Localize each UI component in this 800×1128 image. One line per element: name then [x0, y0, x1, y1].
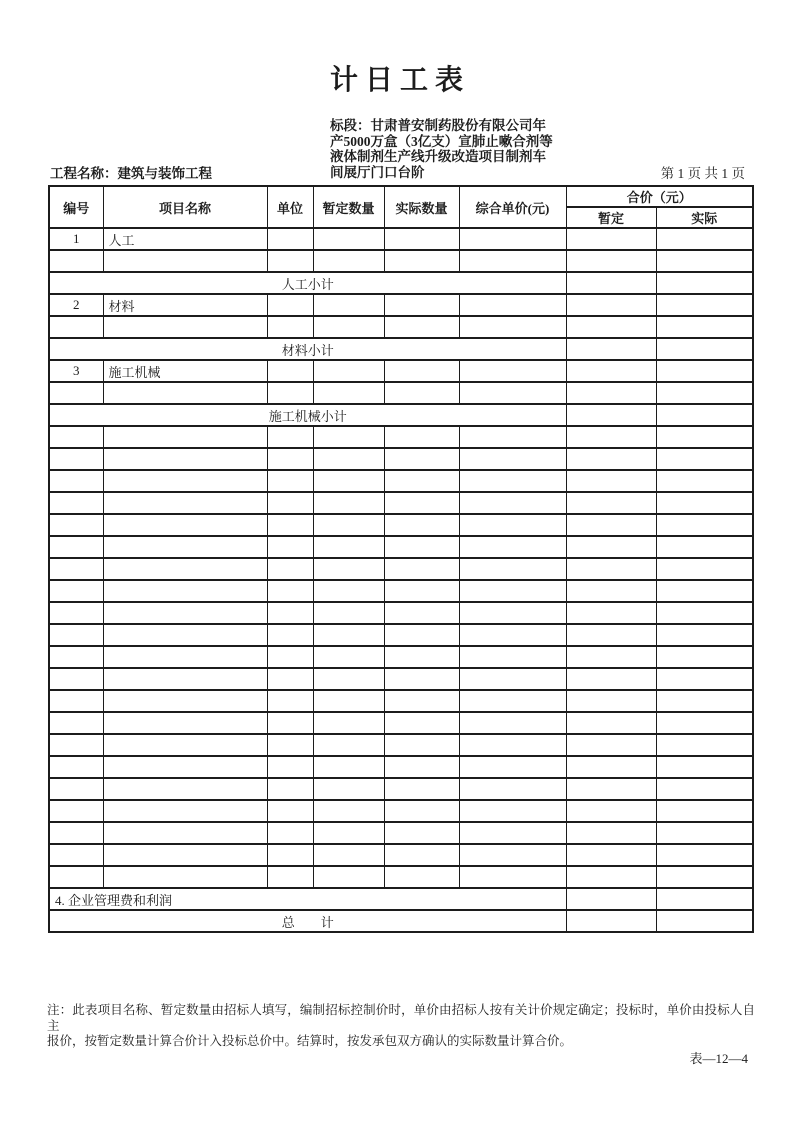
empty-row	[49, 800, 753, 822]
cell-total-actual	[656, 404, 753, 426]
cell-unit-price	[459, 712, 566, 734]
cell-tentative-qty	[313, 448, 384, 470]
cell-actual-qty	[384, 536, 459, 558]
cell-total-tentative	[566, 712, 656, 734]
cell-item-name	[103, 734, 267, 756]
cell-item-name	[103, 580, 267, 602]
empty-row	[49, 690, 753, 712]
cell-number	[49, 602, 103, 624]
cell-total-tentative	[566, 646, 656, 668]
cell-number	[49, 514, 103, 536]
cell-tentative-qty	[313, 382, 384, 404]
cell-tentative-qty	[313, 360, 384, 382]
cell-total-tentative	[566, 668, 656, 690]
cell-total-tentative	[566, 316, 656, 338]
cell-unit	[267, 844, 313, 866]
cell-actual-qty	[384, 382, 459, 404]
cell-total-actual	[656, 294, 753, 316]
cell-total-tentative	[566, 690, 656, 712]
cell-tentative-qty	[313, 712, 384, 734]
cell-actual-qty	[384, 294, 459, 316]
cell-number	[49, 646, 103, 668]
cell-total-actual	[656, 558, 753, 580]
empty-row	[49, 712, 753, 734]
cell-total-tentative	[566, 910, 656, 932]
cell-unit	[267, 866, 313, 888]
cell-actual-qty	[384, 250, 459, 272]
cell-unit	[267, 448, 313, 470]
cell-tentative-qty	[313, 470, 384, 492]
subtotal-label-cell: 材料小计	[49, 338, 566, 360]
cell-total-actual	[656, 492, 753, 514]
empty-row	[49, 734, 753, 756]
cell-unit-price	[459, 492, 566, 514]
cell-tentative-qty	[313, 844, 384, 866]
cell-actual-qty	[384, 624, 459, 646]
empty-row	[49, 602, 753, 624]
cell-item-name	[103, 514, 267, 536]
cell-unit	[267, 624, 313, 646]
cell-actual-qty	[384, 448, 459, 470]
cell-total-tentative	[566, 734, 656, 756]
cell-unit-price	[459, 822, 566, 844]
cell-number	[49, 448, 103, 470]
empty-row	[49, 558, 753, 580]
col-header-number: 编号	[49, 186, 103, 228]
cell-total-actual	[656, 448, 753, 470]
cell-actual-qty	[384, 360, 459, 382]
cell-number: 2	[49, 294, 103, 316]
cell-total-actual	[656, 360, 753, 382]
cell-tentative-qty	[313, 294, 384, 316]
empty-row	[49, 646, 753, 668]
cell-total-tentative	[566, 602, 656, 624]
cell-item-name	[103, 536, 267, 558]
cell-number	[49, 866, 103, 888]
empty-row	[49, 250, 753, 272]
cell-total-actual	[656, 866, 753, 888]
cell-total-tentative	[566, 756, 656, 778]
cell-unit	[267, 668, 313, 690]
cell-item-name	[103, 316, 267, 338]
cell-item-name	[103, 426, 267, 448]
cell-total-actual	[656, 624, 753, 646]
cell-unit-price	[459, 514, 566, 536]
empty-row	[49, 866, 753, 888]
cell-actual-qty	[384, 866, 459, 888]
cell-total-tentative	[566, 888, 656, 910]
cell-unit-price	[459, 228, 566, 250]
cell-tentative-qty	[313, 778, 384, 800]
cell-unit	[267, 470, 313, 492]
empty-row	[49, 756, 753, 778]
cell-unit	[267, 382, 313, 404]
cell-actual-qty	[384, 668, 459, 690]
cell-unit-price	[459, 316, 566, 338]
cell-total-actual	[656, 778, 753, 800]
cell-tentative-qty	[313, 316, 384, 338]
cell-actual-qty	[384, 514, 459, 536]
cell-tentative-qty	[313, 690, 384, 712]
cell-unit-price	[459, 250, 566, 272]
cell-total-tentative	[566, 272, 656, 294]
bid-section-line: 标段：甘肃普安制药股份有限公司年	[330, 118, 546, 133]
cell-tentative-qty	[313, 558, 384, 580]
cell-actual-qty	[384, 470, 459, 492]
cell-tentative-qty	[313, 580, 384, 602]
table-header-row-1	[49, 186, 753, 207]
cell-total-tentative	[566, 250, 656, 272]
empty-row	[49, 470, 753, 492]
cell-tentative-qty	[313, 536, 384, 558]
cell-total-actual	[656, 250, 753, 272]
cell-total-tentative	[566, 294, 656, 316]
cell-item-name	[103, 492, 267, 514]
project-name-label: 工程名称：建筑与装饰工程	[50, 166, 212, 181]
cell-item-name	[103, 756, 267, 778]
cell-total-tentative	[566, 558, 656, 580]
footnote-line: 报价，按暂定数量计算合价计入投标总价中。结算时，按发承包双方确认的实际数量计算合价。	[47, 1034, 573, 1048]
daywork-table	[48, 185, 754, 933]
section-row	[49, 888, 753, 910]
cell-actual-qty	[384, 316, 459, 338]
cell-number	[49, 624, 103, 646]
cell-total-actual	[656, 602, 753, 624]
cell-number	[49, 800, 103, 822]
cell-unit-price	[459, 536, 566, 558]
cell-unit-price	[459, 866, 566, 888]
bid-section-line: 液体制剂生产线升级改造项目制剂车	[330, 149, 546, 164]
footnote-line: 注：此表项目名称、暂定数量由招标人填写，编制招标控制价时，单价由招标人按有关计价规定确定；投标时，单价由投标人自主	[47, 1003, 755, 1033]
bid-section-text	[330, 118, 625, 180]
bid-section-line: 产5000万盒（3亿支）宣肺止嗽合剂等	[330, 133, 553, 149]
total-label-cell: 总 计	[49, 910, 566, 932]
cell-item-name	[103, 712, 267, 734]
cell-tentative-qty	[313, 250, 384, 272]
cell-total-tentative	[566, 778, 656, 800]
cell-number: 3	[49, 360, 103, 382]
cell-actual-qty	[384, 800, 459, 822]
cell-unit	[267, 536, 313, 558]
cell-unit-price	[459, 382, 566, 404]
cell-total-tentative	[566, 492, 656, 514]
cell-number	[49, 712, 103, 734]
cell-item-name	[103, 822, 267, 844]
cell-item-name	[103, 866, 267, 888]
cell-tentative-qty	[313, 514, 384, 536]
cell-total-tentative	[566, 426, 656, 448]
cell-item-name	[103, 646, 267, 668]
cell-item-name	[103, 800, 267, 822]
cell-total-tentative	[566, 800, 656, 822]
col-header-item-name: 项目名称	[103, 186, 267, 228]
col-header-tentative-qty: 暂定数量	[313, 186, 384, 228]
empty-row	[49, 492, 753, 514]
cell-total-actual	[656, 910, 753, 932]
empty-row	[49, 536, 753, 558]
cell-total-actual	[656, 514, 753, 536]
cell-number	[49, 668, 103, 690]
cell-unit-price	[459, 602, 566, 624]
subtotal-row	[49, 338, 753, 360]
cell-total-tentative	[566, 382, 656, 404]
cell-unit	[267, 690, 313, 712]
cell-total-actual	[656, 800, 753, 822]
section-label-cell: 4. 企业管理费和利润	[49, 888, 566, 910]
cell-unit	[267, 646, 313, 668]
cell-unit	[267, 558, 313, 580]
cell-total-tentative	[566, 228, 656, 250]
cell-unit-price	[459, 778, 566, 800]
cell-item-name: 人工	[103, 228, 267, 250]
empty-row	[49, 844, 753, 866]
cell-unit	[267, 800, 313, 822]
col-header-unit: 单位	[267, 186, 313, 228]
cell-tentative-qty	[313, 734, 384, 756]
cell-item-name	[103, 624, 267, 646]
empty-row	[49, 668, 753, 690]
cell-total-actual	[656, 822, 753, 844]
cell-item-name	[103, 382, 267, 404]
cell-number	[49, 316, 103, 338]
subtotal-label-cell: 施工机械小计	[49, 404, 566, 426]
cell-number	[49, 756, 103, 778]
cell-total-tentative	[566, 866, 656, 888]
footnote-text	[47, 1003, 755, 1050]
cell-unit	[267, 294, 313, 316]
cell-total-actual	[656, 426, 753, 448]
empty-row	[49, 448, 753, 470]
cell-actual-qty	[384, 712, 459, 734]
cell-actual-qty	[384, 822, 459, 844]
page-number-label: 第 1 页 共 1 页	[660, 166, 745, 181]
cell-actual-qty	[384, 580, 459, 602]
cell-total-tentative	[566, 470, 656, 492]
cell-number	[49, 250, 103, 272]
cell-item-name: 材料	[103, 294, 267, 316]
cell-total-actual	[656, 646, 753, 668]
cell-unit-price	[459, 294, 566, 316]
item-row	[49, 228, 753, 250]
cell-unit-price	[459, 690, 566, 712]
cell-tentative-qty	[313, 646, 384, 668]
col-header-unit-price: 综合单价(元)	[459, 186, 566, 228]
cell-unit	[267, 778, 313, 800]
cell-unit-price	[459, 668, 566, 690]
cell-number	[49, 558, 103, 580]
cell-total-actual	[656, 690, 753, 712]
cell-tentative-qty	[313, 866, 384, 888]
cell-unit-price	[459, 734, 566, 756]
item-row	[49, 294, 753, 316]
empty-row	[49, 514, 753, 536]
cell-total-actual	[656, 338, 753, 360]
cell-unit-price	[459, 470, 566, 492]
cell-total-actual	[656, 382, 753, 404]
cell-total-tentative	[566, 624, 656, 646]
cell-actual-qty	[384, 734, 459, 756]
form-code-label: 表—12—4	[689, 1051, 748, 1066]
cell-total-actual	[656, 712, 753, 734]
cell-total-actual	[656, 734, 753, 756]
cell-number	[49, 822, 103, 844]
empty-row	[49, 580, 753, 602]
cell-unit	[267, 360, 313, 382]
cell-total-actual	[656, 756, 753, 778]
col-header-total-tentative: 暂定	[566, 207, 656, 228]
cell-total-actual	[656, 844, 753, 866]
cell-total-actual	[656, 470, 753, 492]
empty-row	[49, 822, 753, 844]
cell-tentative-qty	[313, 668, 384, 690]
cell-unit-price	[459, 580, 566, 602]
cell-tentative-qty	[313, 602, 384, 624]
cell-unit	[267, 316, 313, 338]
cell-unit-price	[459, 756, 566, 778]
cell-tentative-qty	[313, 492, 384, 514]
cell-actual-qty	[384, 228, 459, 250]
item-row	[49, 360, 753, 382]
cell-number	[49, 536, 103, 558]
cell-unit	[267, 250, 313, 272]
empty-row	[49, 382, 753, 404]
cell-unit	[267, 228, 313, 250]
cell-actual-qty	[384, 646, 459, 668]
cell-number	[49, 426, 103, 448]
cell-tentative-qty	[313, 624, 384, 646]
col-header-actual-qty: 实际数量	[384, 186, 459, 228]
cell-unit	[267, 426, 313, 448]
cell-number	[49, 844, 103, 866]
empty-row	[49, 426, 753, 448]
col-header-total-actual: 实际	[656, 207, 753, 228]
cell-tentative-qty	[313, 426, 384, 448]
cell-number	[49, 492, 103, 514]
cell-unit	[267, 602, 313, 624]
cell-unit-price	[459, 360, 566, 382]
col-header-total-price: 合价（元）	[566, 186, 753, 207]
cell-number	[49, 382, 103, 404]
cell-total-actual	[656, 272, 753, 294]
cell-total-actual	[656, 228, 753, 250]
cell-item-name	[103, 778, 267, 800]
page-title: 计日工表	[329, 65, 470, 96]
empty-row	[49, 624, 753, 646]
cell-actual-qty	[384, 558, 459, 580]
cell-unit-price	[459, 646, 566, 668]
bid-section-line: 间展厅门口台阶	[330, 164, 425, 180]
subtotal-label-cell: 人工小计	[49, 272, 566, 294]
cell-unit	[267, 712, 313, 734]
cell-total-tentative	[566, 404, 656, 426]
cell-item-name: 施工机械	[103, 360, 267, 382]
cell-actual-qty	[384, 756, 459, 778]
cell-item-name	[103, 690, 267, 712]
cell-number	[49, 734, 103, 756]
cell-item-name	[103, 250, 267, 272]
cell-tentative-qty	[313, 822, 384, 844]
subtotal-row	[49, 404, 753, 426]
cell-item-name	[103, 844, 267, 866]
cell-actual-qty	[384, 690, 459, 712]
cell-unit	[267, 756, 313, 778]
cell-item-name	[103, 558, 267, 580]
cell-item-name	[103, 668, 267, 690]
cell-total-actual	[656, 536, 753, 558]
cell-total-actual	[656, 580, 753, 602]
cell-tentative-qty	[313, 756, 384, 778]
cell-tentative-qty	[313, 228, 384, 250]
cell-unit	[267, 514, 313, 536]
cell-total-tentative	[566, 448, 656, 470]
cell-total-actual	[656, 316, 753, 338]
cell-actual-qty	[384, 492, 459, 514]
cell-total-tentative	[566, 844, 656, 866]
cell-number	[49, 580, 103, 602]
cell-actual-qty	[384, 844, 459, 866]
cell-unit	[267, 492, 313, 514]
cell-unit-price	[459, 844, 566, 866]
cell-unit-price	[459, 624, 566, 646]
cell-total-tentative	[566, 360, 656, 382]
empty-row	[49, 778, 753, 800]
cell-unit	[267, 580, 313, 602]
cell-total-tentative	[566, 338, 656, 360]
cell-unit-price	[459, 558, 566, 580]
cell-item-name	[103, 602, 267, 624]
total-row	[49, 910, 753, 932]
cell-unit	[267, 734, 313, 756]
cell-tentative-qty	[313, 800, 384, 822]
subtotal-row	[49, 272, 753, 294]
cell-total-tentative	[566, 822, 656, 844]
cell-unit-price	[459, 448, 566, 470]
cell-actual-qty	[384, 602, 459, 624]
cell-number	[49, 690, 103, 712]
cell-total-tentative	[566, 514, 656, 536]
cell-unit-price	[459, 426, 566, 448]
cell-total-actual	[656, 668, 753, 690]
cell-number: 1	[49, 228, 103, 250]
cell-number	[49, 470, 103, 492]
cell-total-tentative	[566, 536, 656, 558]
cell-item-name	[103, 448, 267, 470]
cell-actual-qty	[384, 778, 459, 800]
cell-number	[49, 778, 103, 800]
cell-total-actual	[656, 888, 753, 910]
cell-total-tentative	[566, 580, 656, 602]
cell-unit-price	[459, 800, 566, 822]
cell-item-name	[103, 470, 267, 492]
cell-actual-qty	[384, 426, 459, 448]
cell-unit	[267, 822, 313, 844]
empty-row	[49, 316, 753, 338]
table-body	[49, 228, 753, 932]
